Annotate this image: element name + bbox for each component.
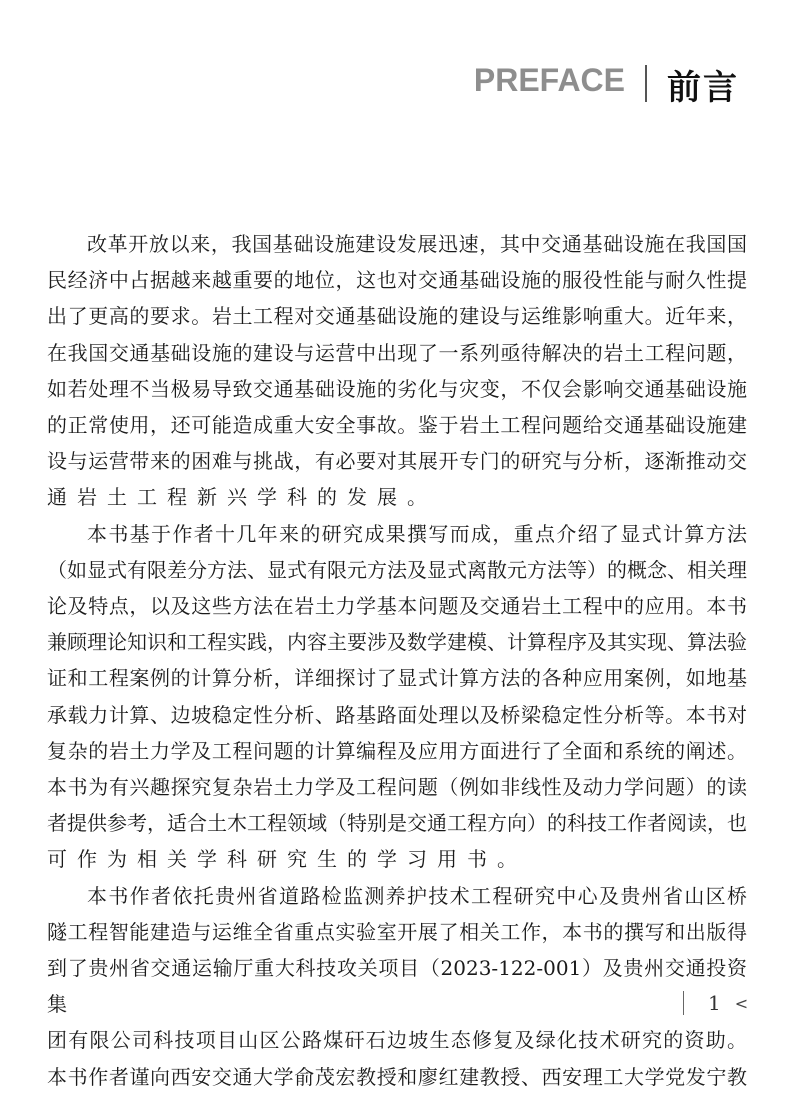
preface-body — [47, 226, 747, 1095]
page-arrow-icon: < — [734, 993, 749, 1013]
text-line: 团有限公司科技项目山区公路煤矸石边坡生态修复及绿化技术研究的资助。 — [47, 1028, 747, 1053]
text-line: 证和工程案例的计算分析，详细探讨了显式计算方法的各种应用案例，如地基 — [47, 666, 747, 691]
header-english-title: PREFACE — [473, 62, 625, 98]
text-line: 出了更高的要求。岩土工程对交通基础设施的建设与运维影响重大。近年来， — [47, 304, 747, 329]
text-line: 可作为相关学科研究生的学习用书。 — [47, 847, 527, 872]
text-line: 如若处理不当极易导致交通基础设施的劣化与灾变，不仅会影响交通基础设施 — [47, 376, 747, 401]
text-line: 设与运营带来的困难与挑战，有必要对其展开专门的研究与分析，逐渐推动交 — [47, 449, 747, 474]
text-line: 通岩土工程新兴学科的发展。 — [47, 485, 437, 510]
header-chinese-title: 前言 — [667, 68, 739, 108]
text-line: 在我国交通基础设施的建设与运营中出现了一系列亟待解决的岩土工程问题， — [47, 340, 747, 365]
text-line: 者提供参考，适合土木工程领域（特别是交通工程方向）的科技工作者阅读，也 — [47, 811, 747, 836]
text-line: 兼顾理论知识和工程实践，内容主要涉及数学建模、计算程序及其实现、算法验 — [47, 630, 747, 655]
page-footer — [683, 990, 748, 1016]
paragraph — [47, 516, 747, 878]
text-line: （如显式有限差分方法、显式有限元方法及显式离散元方法等）的概念、相关理 — [47, 557, 747, 582]
paragraph — [47, 878, 747, 1095]
text-line: 本书基于作者十几年来的研究成果撰写而成，重点介绍了显式计算方法 — [87, 521, 747, 546]
text-line: 改革开放以来，我国基础设施建设发展迅速，其中交通基础设施在我国国 — [87, 232, 747, 256]
header-divider — [645, 65, 647, 102]
text-line: 民经济中占据越来越重要的地位，这也对交通基础设施的服役性能与耐久性提 — [47, 268, 747, 293]
text-line: 到了贵州省交通运输厅重大科技攻关项目（2023-122-001）及贵州交通投资集 — [47, 956, 747, 1017]
footer-divider — [683, 991, 684, 1015]
paragraph — [47, 226, 747, 516]
text-line: 论及特点，以及这些方法在岩土力学基本问题及交通岩土工程中的应用。本书 — [47, 594, 747, 619]
text-line: 隧工程智能建造与运维全省重点实验室开展了相关工作，本书的撰写和出版得 — [47, 919, 747, 944]
text-line: 本书作者依托贵州省道路检监测养护技术工程研究中心及贵州省山区桥 — [87, 883, 747, 908]
text-line: 承载力计算、边坡稳定性分析、路基路面处理以及桥梁稳定性分析等。本书对 — [47, 702, 747, 727]
text-line: 本书为有兴趣探究复杂岩土力学及工程问题（例如非线性及动力学问题）的读 — [47, 775, 747, 800]
page-number: 1 — [708, 991, 721, 1015]
text-line: 复杂的岩土力学及工程问题的计算编程及应用方面进行了全面和系统的阐述。 — [47, 738, 747, 763]
text-line: 本书作者谨向西安交通大学俞茂宏教授和廖红建教授、西安理工大学党发宁教 — [47, 1064, 747, 1089]
text-line: 的正常使用，还可能造成重大安全事故。鉴于岩土工程问题给交通基础设施建 — [47, 413, 747, 438]
